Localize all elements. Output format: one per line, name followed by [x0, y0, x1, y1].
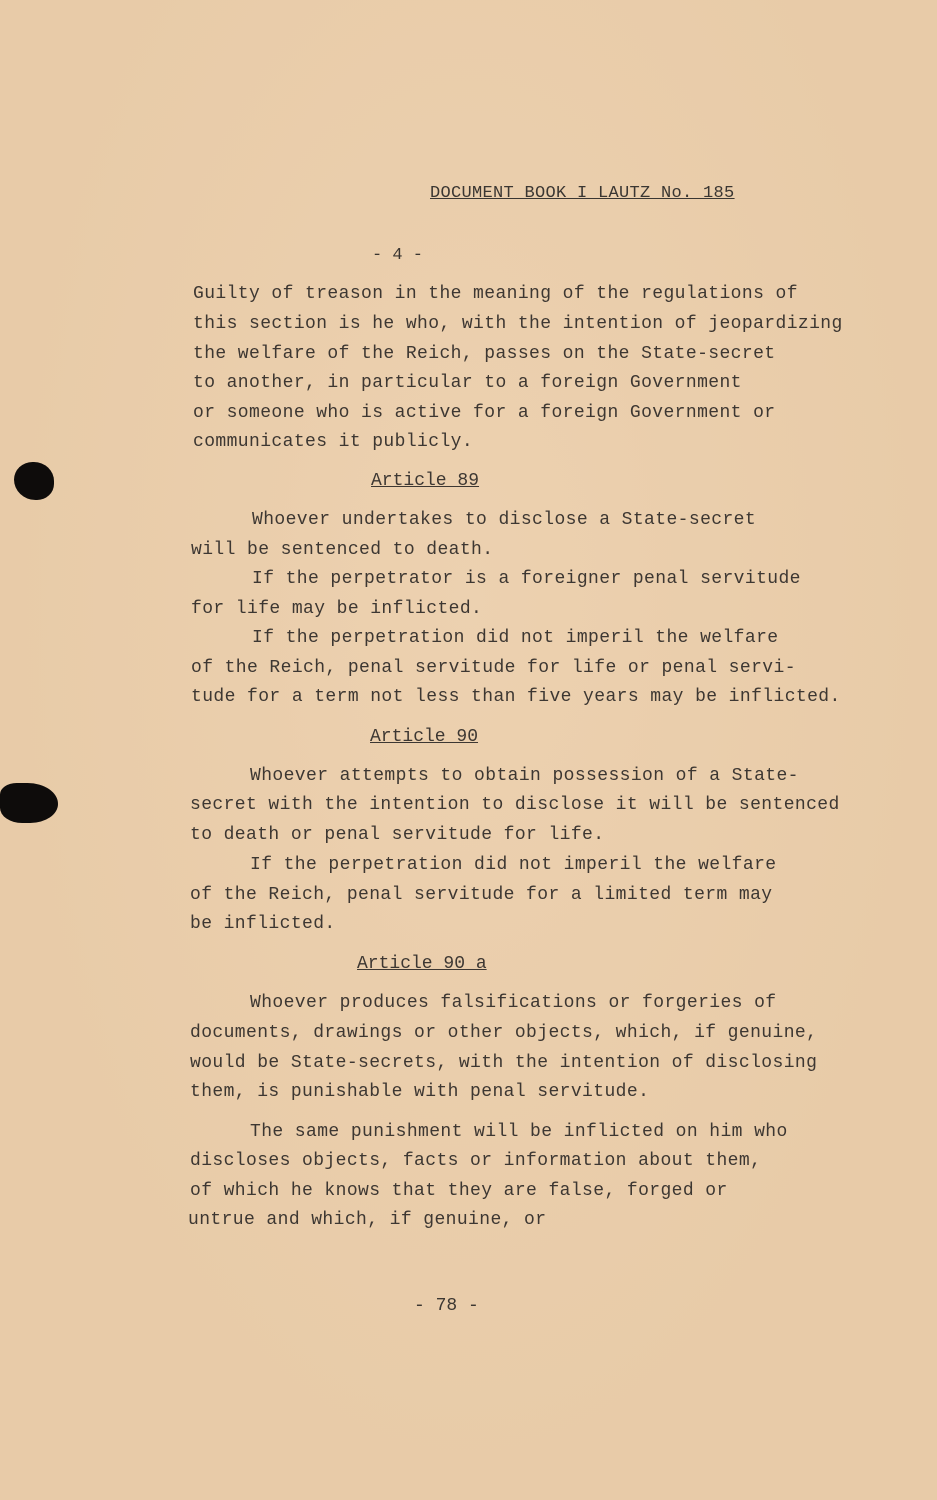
- article-90-line: to death or penal servitude for life.: [190, 825, 605, 845]
- intro-line: to another, in particular to a foreign Government: [193, 373, 742, 393]
- article-90a-line: them, is punishable with penal servitude.: [190, 1082, 650, 1102]
- page-number-bottom: - 78 -: [414, 1296, 479, 1316]
- article-89-line: Whoever undertakes to disclose a State-secret: [252, 510, 757, 530]
- article-90-heading: Article 90: [370, 727, 479, 747]
- article-90a-line: would be State-secrets, with the intention of disclosing: [190, 1053, 818, 1073]
- article-89-line: will be sentenced to death.: [191, 540, 494, 560]
- punch-hole-top: [14, 462, 54, 500]
- intro-line: communicates it publicly.: [193, 432, 474, 452]
- article-90a-line: untrue and which, if genuine, or: [188, 1210, 547, 1230]
- article-90a-line: Whoever produces falsifications or forgeries of: [250, 993, 777, 1013]
- article-90a-line: The same punishment will be inflicted on him who: [250, 1122, 788, 1142]
- intro-line: this section is he who, with the intention of jeopardizing: [193, 314, 843, 334]
- page-number-top: - 4 -: [372, 246, 424, 265]
- article-89-line: for life may be inflicted.: [191, 599, 483, 619]
- intro-line: or someone who is active for a foreign Government or: [193, 403, 776, 423]
- article-90-line: secret with the intention to disclose it will be sentenced: [190, 795, 840, 815]
- intro-line: the welfare of the Reich, passes on the State-secret: [193, 344, 776, 364]
- document-header: DOCUMENT BOOK I LAUTZ No. 185: [430, 184, 735, 203]
- article-90a-line: discloses objects, facts or information about them,: [190, 1151, 762, 1171]
- article-90-line: If the perpetration did not imperil the welfare: [250, 855, 777, 875]
- article-90-line: be inflicted.: [190, 914, 336, 934]
- article-89-line: If the perpetrator is a foreigner penal servitude: [252, 569, 801, 589]
- punch-hole-bottom: [0, 783, 58, 823]
- article-90a-line: of which he knows that they are false, forged or: [190, 1181, 728, 1201]
- intro-line: Guilty of treason in the meaning of the regulations of: [193, 284, 798, 304]
- article-90-line: Whoever attempts to obtain possession of a State-: [250, 766, 799, 786]
- article-90-line: of the Reich, penal servitude for a limited term may: [190, 885, 773, 905]
- article-90a-heading: Article 90 a: [357, 954, 487, 974]
- article-90a-line: documents, drawings or other objects, which, if genuine,: [190, 1023, 818, 1043]
- article-89-line: If the perpetration did not imperil the welfare: [252, 628, 779, 648]
- article-89-line: tude for a term not less than five years may be inflicted.: [191, 687, 841, 707]
- article-89-line: of the Reich, penal servitude for life or penal servi-: [191, 658, 796, 678]
- article-89-heading: Article 89: [371, 471, 480, 491]
